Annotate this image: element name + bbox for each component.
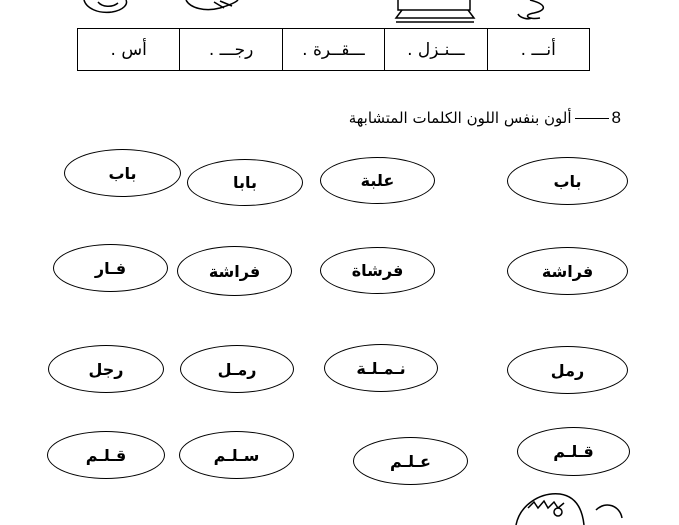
top-board-picture: [396, 0, 474, 22]
top-right-picture: [518, 0, 543, 19]
option-word: قـلـم: [85, 445, 127, 465]
target-word-oval[interactable]: [507, 346, 628, 394]
option-word-oval[interactable]: [53, 244, 168, 292]
option-word: فراشة: [208, 261, 261, 281]
option-word: عـلـم: [390, 451, 431, 471]
option-word: نـمـلـة: [356, 358, 406, 378]
top-middle-picture: [186, 0, 238, 10]
letter-cell-4: رجـــ .: [180, 29, 282, 71]
option-word-oval[interactable]: [320, 157, 435, 204]
letter-cell-5: أس .: [78, 29, 180, 71]
option-word: بابا: [232, 173, 258, 192]
target-word: فراشة: [541, 261, 594, 281]
option-word-oval[interactable]: [47, 431, 165, 479]
instruction-text: ألون بنفس اللون الكلمات المتشابهة: [348, 109, 572, 127]
target-word-oval[interactable]: [507, 157, 628, 205]
target-word: رمل: [550, 360, 585, 380]
option-word-oval[interactable]: [177, 246, 292, 296]
option-word-oval[interactable]: [179, 431, 294, 479]
exercise-instruction: [349, 108, 621, 128]
option-word: فرشاة: [351, 261, 404, 280]
option-word: رمـل: [217, 359, 257, 379]
option-word: فـار: [94, 258, 127, 278]
letter-cell-2: ـــنـزل .: [385, 29, 487, 71]
option-word-oval[interactable]: [320, 247, 435, 294]
table-row: [78, 29, 590, 71]
target-word-oval[interactable]: [507, 247, 628, 295]
option-word: سـلـم: [213, 445, 260, 465]
exercise-number: 8: [611, 108, 621, 127]
option-word: علبة: [360, 171, 395, 190]
letter-cell-3: ـــقــرة .: [282, 29, 384, 71]
target-word: قـلـم: [553, 442, 594, 461]
option-word-oval[interactable]: [324, 344, 438, 392]
top-left-picture: [84, 0, 126, 12]
option-word: رجل: [88, 359, 124, 379]
target-word: باب: [553, 171, 582, 191]
target-word-oval[interactable]: [517, 427, 630, 476]
option-word-oval[interactable]: [353, 437, 468, 485]
instruction-dash: [575, 118, 609, 119]
option-word: باب: [108, 163, 137, 183]
letter-cell-1: أنـــ .: [487, 29, 589, 71]
option-word-oval[interactable]: [180, 345, 294, 393]
option-word-oval[interactable]: [48, 345, 164, 393]
option-word-oval[interactable]: [187, 159, 303, 206]
bottom-right-picture: [516, 494, 622, 525]
missing-letter-table: [77, 28, 590, 71]
option-word-oval[interactable]: [64, 149, 181, 197]
